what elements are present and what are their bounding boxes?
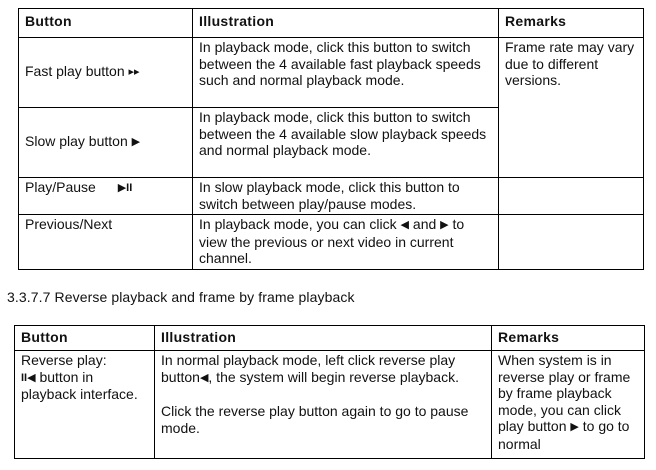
fast-forward-icon: ▸▸: [128, 66, 140, 79]
table-row: [19, 178, 644, 215]
illustration-cell: [193, 215, 499, 270]
header-button: Button: [15, 326, 155, 351]
illustration-text: Click the reverse play button again to go to pause mode.: [161, 403, 469, 436]
illustration-cell: [155, 351, 492, 459]
and-text: and: [412, 216, 437, 233]
remarks-cell: [492, 351, 645, 459]
reverse-play-icon: II◀: [21, 371, 36, 384]
table-row: [19, 38, 644, 108]
illustration-cell: In playback mode, click this button to switch between the 4 available slow playback speeds and normal playback mode.: [193, 108, 499, 178]
reverse-playback-table: [14, 325, 645, 459]
section-heading: 3.3.7.7 Reverse playback and frame by frame playback: [7, 289, 355, 305]
illustration-text: In normal playback mode, left click reverse play button: [161, 352, 456, 385]
table-header-row: [15, 326, 645, 351]
button-cell: [19, 178, 193, 215]
illustration-text: , the system will begin reverse playback.: [208, 368, 459, 385]
remarks-cell: [499, 215, 644, 270]
remarks-cell: [499, 178, 644, 215]
remarks-cell: Frame rate may vary due to different versions.: [499, 38, 644, 178]
play-pause-icon: ▶II: [117, 182, 133, 194]
playback-buttons-table: [18, 8, 644, 270]
play-icon: ▶: [131, 136, 141, 149]
reverse-icon: ◀: [199, 371, 209, 384]
button-cell: Previous/Next: [19, 215, 193, 270]
next-icon: ▶: [440, 219, 449, 232]
header-remarks: Remarks: [492, 326, 645, 351]
table-header-row: [19, 9, 644, 38]
illustration-cell: In slow playback mode, click this button to switch between play/pause modes.: [193, 178, 499, 215]
button-name: Fast play button: [25, 63, 125, 80]
previous-icon: ◀: [400, 219, 410, 232]
illustration-text: In playback mode, you can click: [199, 216, 397, 233]
header-illustration: Illustration: [193, 9, 499, 38]
header-illustration: Illustration: [155, 326, 492, 351]
play-icon: ▶: [570, 421, 579, 434]
button-name: Slow play button: [25, 133, 128, 150]
illustration-text: to view the previous or next video in current channel.: [199, 216, 465, 267]
remarks-text: to go to normal: [498, 418, 630, 452]
header-remarks: Remarks: [499, 9, 644, 38]
table-row: [19, 215, 644, 270]
button-cell: [19, 108, 193, 178]
button-cell: [15, 351, 155, 459]
button-name: Reverse play:: [21, 352, 107, 368]
button-cell: [19, 38, 193, 108]
button-description: button in playback interface.: [21, 368, 138, 403]
table-row: [15, 351, 645, 459]
button-name: Play/Pause: [25, 179, 96, 195]
illustration-cell: In playback mode, click this button to switch between the 4 available fast playback speeds such and normal playback mode.: [193, 38, 499, 108]
remarks-text: When system is in reverse play or frame by frame playback mode, you can click play button: [498, 352, 631, 435]
header-button: Button: [19, 9, 193, 38]
